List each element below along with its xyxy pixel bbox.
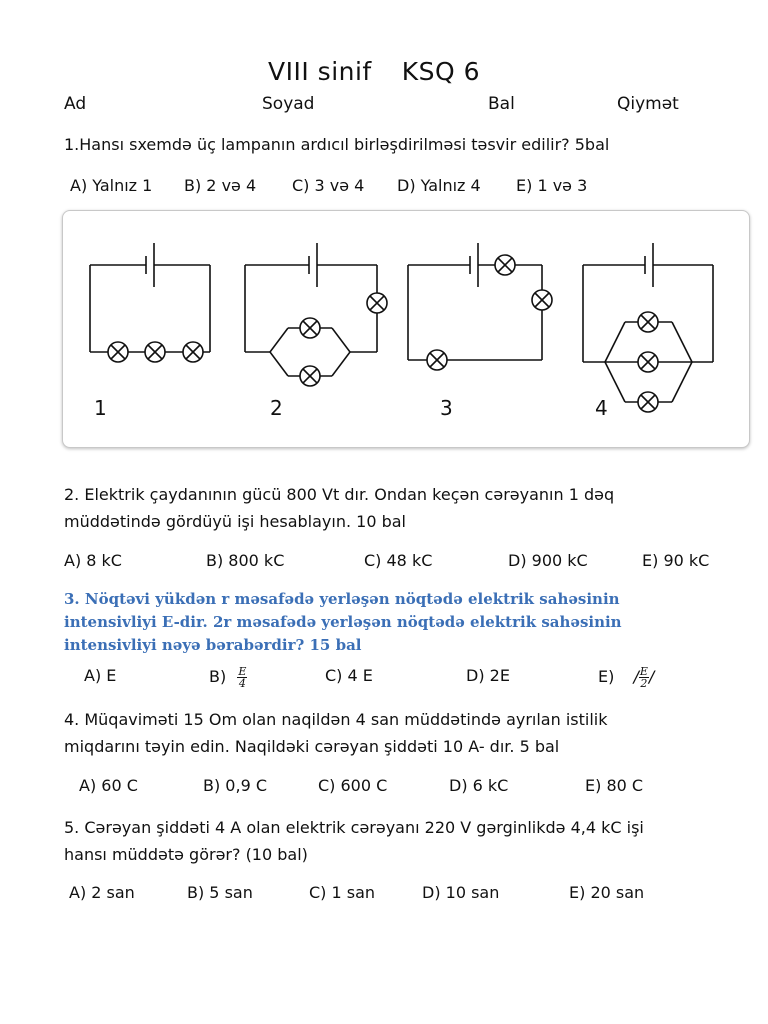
question-3-line2: intensivliyi E-dir. 2r məsafədə yerləşən nöqtədə elektrik sahəsinin [64, 613, 622, 631]
title-code: KSQ 6 [401, 57, 481, 86]
q4-option-b: B) 0,9 C [203, 776, 268, 795]
lamp-icon [495, 255, 515, 275]
field-qiymet: Qiymət [617, 94, 679, 114]
circuit-2 [245, 243, 387, 386]
lamp-icon [300, 318, 320, 338]
q3-option-a: A) E [84, 666, 117, 685]
circuit-label-4: 4 [595, 396, 608, 420]
q2-option-e: E) 90 kC [642, 551, 710, 570]
q1-option-b: B) 2 və 4 [184, 176, 257, 195]
q5-option-a: A) 2 san [69, 883, 135, 902]
q1-option-d: D) Yalnız 4 [397, 176, 481, 195]
q2-option-c: C) 48 kC [364, 551, 433, 570]
q2-option-d: D) 900 kC [508, 551, 588, 570]
q5-option-d: D) 10 san [422, 883, 500, 902]
q3-option-b: B) $\frac{E}{4}$ [209, 665, 247, 690]
lamp-icon [427, 350, 447, 370]
field-soyad: Soyad [262, 94, 315, 114]
q3-option-c: C) 4 E [325, 666, 373, 685]
lamp-icon [638, 352, 658, 372]
lamp-icon [108, 342, 128, 362]
q4-option-a: A) 60 C [79, 776, 138, 795]
q1-option-e: E) 1 və 3 [516, 176, 588, 195]
question-3-line3: intensivliyi nəyə bərabərdir? 15 bal [64, 636, 362, 654]
question-5-line1: 5. Cərəyan şiddəti 4 A olan elektrik cərəyanı 220 V gərginlikdə 4,4 kC işi [64, 818, 644, 837]
q4-option-c: C) 600 C [318, 776, 388, 795]
circuit-1 [90, 243, 210, 362]
q2-option-a: A) 8 kC [64, 551, 122, 570]
q4-option-e: E) 80 C [585, 776, 644, 795]
question-5-line2: hansı müddətə görər? (10 bal) [64, 845, 308, 864]
question-2-line1: 2. Elektrik çaydanının gücü 800 Vt dır. Ondan keçən cərəyanın 1 dəq [64, 485, 615, 504]
question-2-line2: müddətində gördüyü işi hesablayın. 10 bal [64, 512, 406, 531]
lamp-icon [183, 342, 203, 362]
q5-option-e: E) 20 san [569, 883, 645, 902]
lamp-icon [532, 290, 552, 310]
lamp-icon [367, 293, 387, 313]
question-4-line2: miqdarını təyin edin. Naqildəki cərəyan şiddəti 10 A- dır. 5 bal [64, 737, 560, 756]
lamp-icon [300, 366, 320, 386]
title-class: VIII sinif [268, 57, 372, 86]
circuit-diagrams [0, 0, 768, 460]
circuit-4 [583, 243, 713, 412]
q3-option-d: D) 2E [466, 666, 510, 685]
q4-option-d: D) 6 kC [449, 776, 509, 795]
question-1-text: 1.Hansı sxemdə üç lampanın ardıcıl birləşdirilməsi təsvir edilir? 5bal [64, 135, 610, 154]
circuit-3 [408, 243, 552, 370]
q3-option-e: E) / $\frac{E}{2}$ / [598, 665, 655, 690]
question-4-line1: 4. Müqaviməti 15 Om olan naqildən 4 san müddətində ayrılan istilik [64, 710, 608, 729]
fraction-e-over-4: $\frac{E}{4}$ [238, 665, 247, 690]
lamp-icon [145, 342, 165, 362]
field-bal: Bal [488, 94, 515, 114]
q5-option-c: C) 1 san [309, 883, 376, 902]
lamp-icon [638, 312, 658, 332]
fraction-e-over-2: $\frac{E}{2}$ [639, 665, 648, 690]
circuit-label-1: 1 [94, 396, 107, 420]
lamp-icon [638, 392, 658, 412]
q2-option-b: B) 800 kC [206, 551, 285, 570]
q5-option-b: B) 5 san [187, 883, 253, 902]
q1-option-a: A) Yalnız 1 [70, 176, 153, 195]
circuit-label-3: 3 [440, 396, 453, 420]
circuit-label-2: 2 [270, 396, 283, 420]
q1-option-c: C) 3 və 4 [292, 176, 365, 195]
field-ad: Ad [64, 94, 87, 114]
question-3-line1: 3. Nöqtəvi yükdən r məsafədə yerləşən nöqtədə elektrik sahəsinin [64, 590, 620, 608]
